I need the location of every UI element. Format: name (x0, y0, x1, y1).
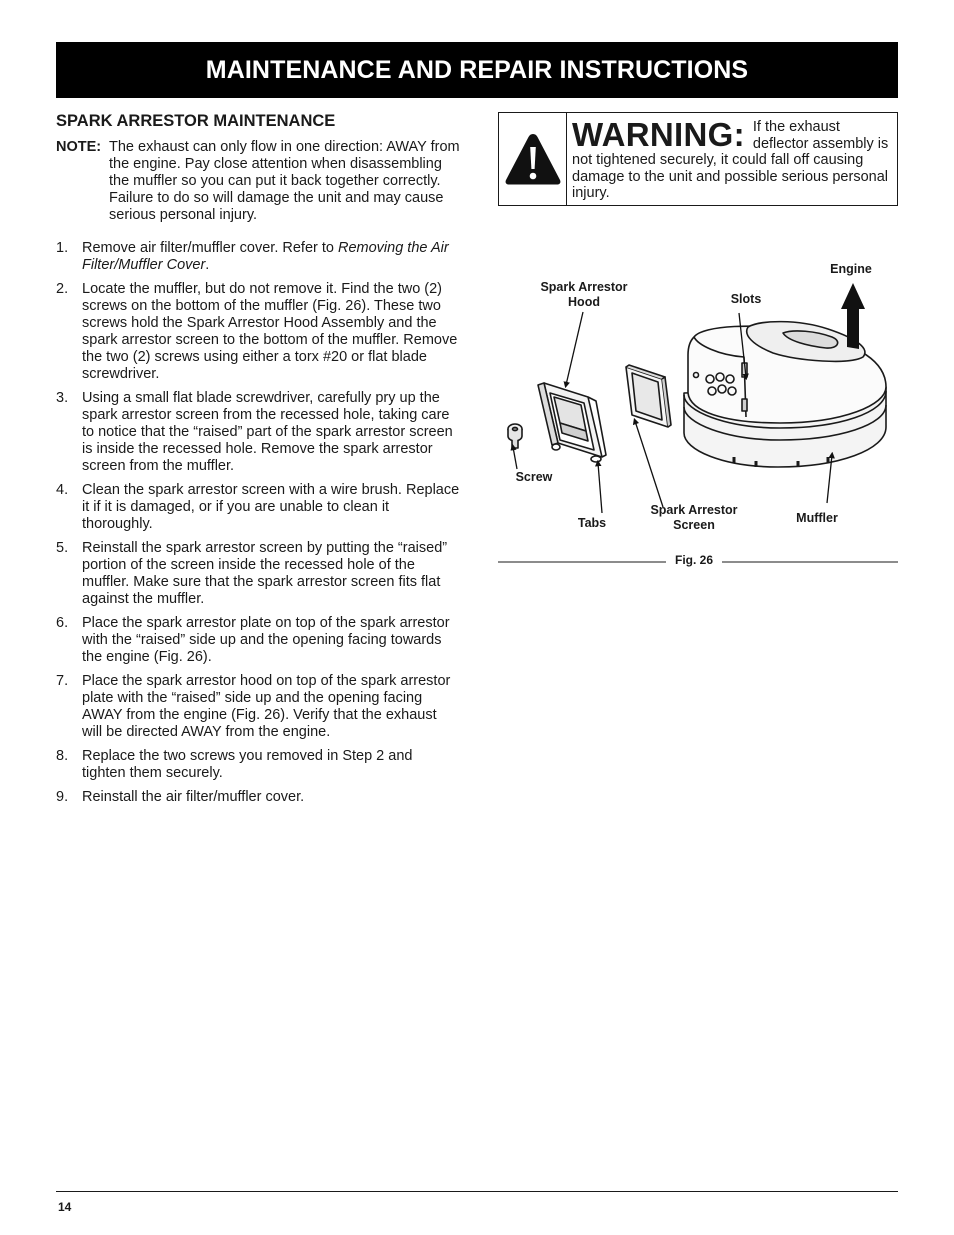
page-number: 14 (58, 1200, 72, 1214)
warning-box (498, 112, 898, 206)
step-item (56, 673, 460, 741)
step-number: 4. (56, 482, 69, 498)
step-item (56, 615, 460, 666)
leader-tabs (598, 463, 602, 513)
label-hood-line1: Spark Arrestor (540, 280, 628, 294)
label-engine: Engine (830, 262, 872, 276)
step-number: 9. (56, 789, 69, 805)
warning-icon-cell (499, 113, 567, 205)
label-hood-line2: Hood (568, 295, 600, 309)
step-text: Reinstall the air filter/muffler cover. (82, 789, 305, 805)
warning-title: WARNING: (572, 116, 745, 153)
step-item (56, 789, 460, 806)
label-slots: Slots (730, 292, 762, 306)
screw-part (508, 424, 522, 448)
step-text: Locate the muffler, but do not remove it. Find the two (2) screws on the bottom of the muffler (Fig. 26). These two screws hold the Spark Arrestor Hood Assembly and the spark arrestor screen to the bottom of the muffler. Remove the two (2) screws using either a torx #20 or flat blade screwdriver. (82, 281, 458, 382)
step-text: Clean the spark arrestor screen with a wire brush. Replace it if it is damaged, or if you are unable to clean it thoroughly. (82, 482, 460, 532)
leader-hood (566, 312, 583, 385)
step-number: 1. (56, 240, 69, 256)
step-item (56, 390, 460, 475)
step-text: Place the spark arrestor plate on top of the spark arrestor with the “raised” side up and the opening facing towards the engine (Fig. 26). (82, 615, 450, 665)
note-text: The exhaust can only flow in one direction: AWAY from the engine. Pay close attention when disassembling the muffler so you can put it back together correctly. Failure to do so will damage the unit and may cause serious personal injury. (109, 139, 460, 223)
arrestor-screen-part (626, 365, 671, 427)
step-item (56, 748, 460, 782)
figure-26 (498, 245, 898, 575)
arrestor-hood-part (538, 383, 606, 462)
step-text: Using a small flat blade screwdriver, carefully pry up the spark arrestor screen from the recessed hole, taking care to notice that the “raised” part of the spark arrestor screen is inside the recessed hole. Remove the spark arrestor screen from the muffler. (82, 390, 453, 474)
warning-triangle-icon (504, 132, 562, 186)
label-screw: Screw (515, 470, 553, 484)
page-banner-title: MAINTENANCE AND REPAIR INSTRUCTIONS (56, 42, 898, 98)
step-number: 8. (56, 748, 69, 764)
footer-rule (56, 1191, 898, 1192)
note-label: NOTE: (56, 139, 102, 155)
label-screen-line2: Screen (673, 518, 715, 532)
step-text: Replace the two screws you removed in Step 2 and tighten them securely. (82, 748, 413, 781)
warning-body: If the exhaust deflector assembly is not tightened securely, it could fall off causing damage to the unit and possible serious personal injury. (572, 119, 889, 201)
steps-list (56, 240, 460, 806)
label-tabs: Tabs (577, 516, 607, 530)
step-number: 2. (56, 281, 69, 297)
warning-text-block (572, 116, 894, 202)
label-spark-arrestor-screen (636, 503, 752, 533)
step-text: Place the spark arrestor hood on top of the spark arrestor plate with the “raised” side up and the opening facing AWAY from the engine (Fig. 26). Verify that the exhaust will be directed AWAY from the engine. (82, 673, 451, 740)
step-text-end: . (205, 257, 210, 273)
label-screen-line1: Spark Arrestor (650, 503, 738, 517)
figure-caption: Fig. 26 (674, 553, 713, 567)
note-paragraph (56, 139, 460, 224)
leader-screw (513, 447, 517, 469)
step-item (56, 540, 460, 608)
section-heading: SPARK ARRESTOR MAINTENANCE (56, 112, 336, 130)
step-number: 3. (56, 390, 69, 406)
step-item (56, 281, 460, 383)
step-item (56, 240, 460, 274)
leader-screen (635, 421, 663, 507)
step-text: Reinstall the spark arrestor screen by putting the “raised” portion of the screen inside the recessed hole of the muffler. Make sure that the spark arrestor screen fits flat against the muffler. (82, 540, 448, 607)
step-reference: Removing the Air Filter/Muffler Cover (82, 240, 449, 273)
step-number: 5. (56, 540, 69, 556)
step-number: 6. (56, 615, 69, 631)
step-number: 7. (56, 673, 69, 689)
step-item (56, 482, 460, 533)
label-muffler: Muffler (796, 511, 838, 525)
instructions-column (56, 113, 460, 813)
step-text: Remove air filter/muffler cover. Refer to (82, 240, 338, 256)
label-spark-arrestor-hood (526, 280, 642, 310)
